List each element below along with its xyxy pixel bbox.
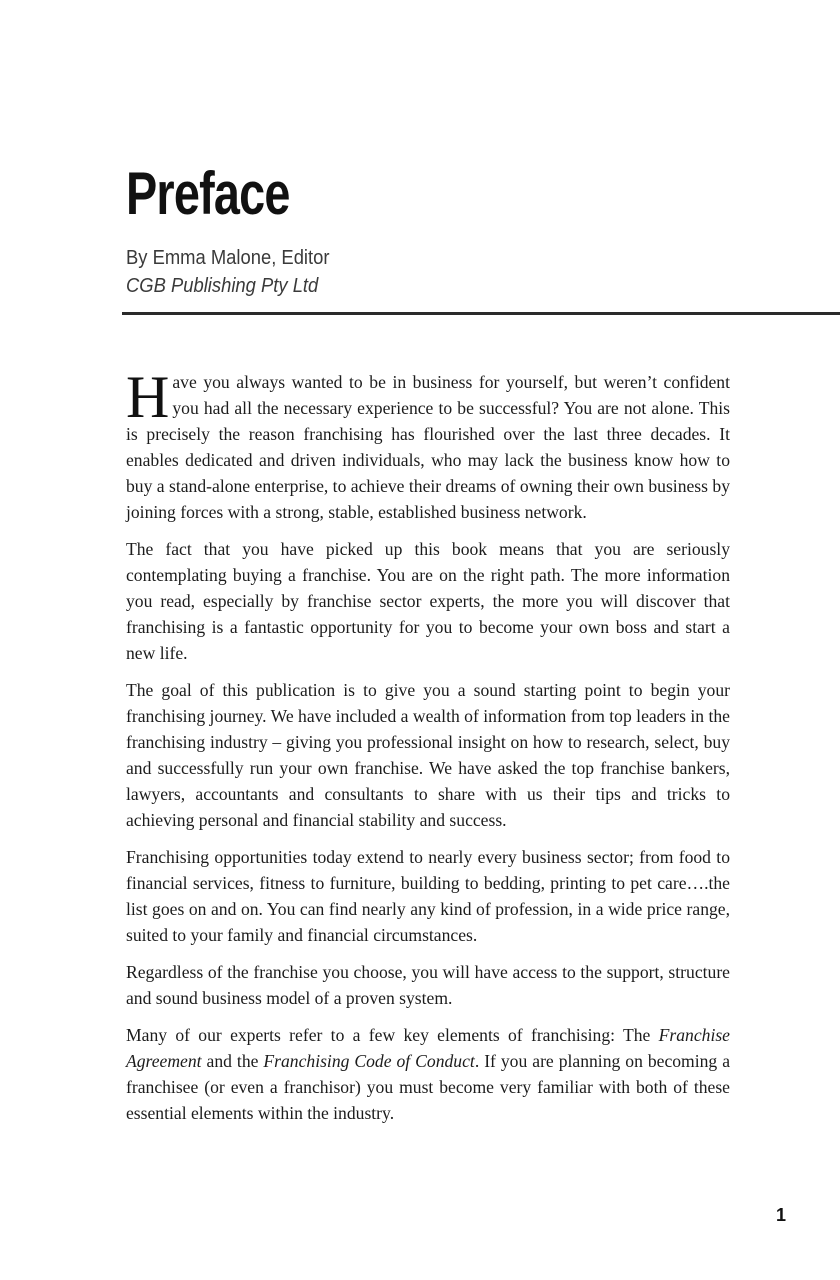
- paragraph-6-part2: and the: [201, 1051, 264, 1071]
- page-title: Preface: [126, 160, 290, 227]
- publisher-name: CGB Publishing Pty Ltd: [126, 275, 319, 297]
- paragraph-5: Regardless of the franchise you choose, you will have access to the support, structure and sound business model of a proven system.: [126, 962, 730, 1008]
- paragraph-4: Franchising opportunities today extend to nearly every business sector; from food to financial services, fitness to furniture, building to bedding, printing to pet care….the list goes on and on. You can find nearly any kind of profession, in a wide price range, suited to your family and financial circumstances.: [126, 847, 730, 945]
- paragraph-3: The goal of this publication is to give you a sound starting point to begin your franchising journey. We have included a wealth of information from top leaders in the franchising industry – giving you professional insight on how to research, select, buy and successfully run your own franchise. We have asked the top franchise bankers, lawyers, accountants and consultants to share with us their tips and tricks to achieving personal and financial stability and success.: [126, 680, 730, 830]
- term-franchise-agreement: Franchise Agreement: [126, 1025, 730, 1071]
- drop-cap: H: [126, 364, 170, 430]
- paragraph-6-part3: . If you are planning on becoming a franchisee (or even a franchisor) you must become very familiar with both of these essential elements within the industry.: [126, 1051, 731, 1123]
- paragraph-1: [126, 364, 730, 525]
- paragraph-6-part1: Many of our experts refer to a few key elements of franchising: The: [126, 1025, 659, 1045]
- paragraph-1-text: ave you always wanted to be in business for yourself, but weren’t confident you had all the necessary experience to be successful? You are not alone. This is precisely the reason franchising has flourished over the last three decades. It enables dedicated and driven individuals, who may lack the business know how to buy a stand-alone enterprise, to achieve their dreams of owning their own business by joining forces with a strong, stable, established business network.: [126, 372, 730, 522]
- header-divider: [122, 312, 840, 315]
- author-byline: By Emma Malone, Editor: [126, 247, 330, 269]
- paragraph-2: The fact that you have picked up this book means that you are seriously contemplating buying a franchise. You are on the right path. The more information you read, especially by franchise sector experts, the more you will discover that franchising is a fantastic opportunity for you to become your own boss and start a new life.: [126, 539, 730, 663]
- page-number: 1: [775, 1205, 786, 1225]
- term-franchising-code: Franchising Code of Conduct: [263, 1051, 475, 1071]
- preface-body: [126, 364, 731, 1137]
- paragraph-6: [126, 1022, 730, 1126]
